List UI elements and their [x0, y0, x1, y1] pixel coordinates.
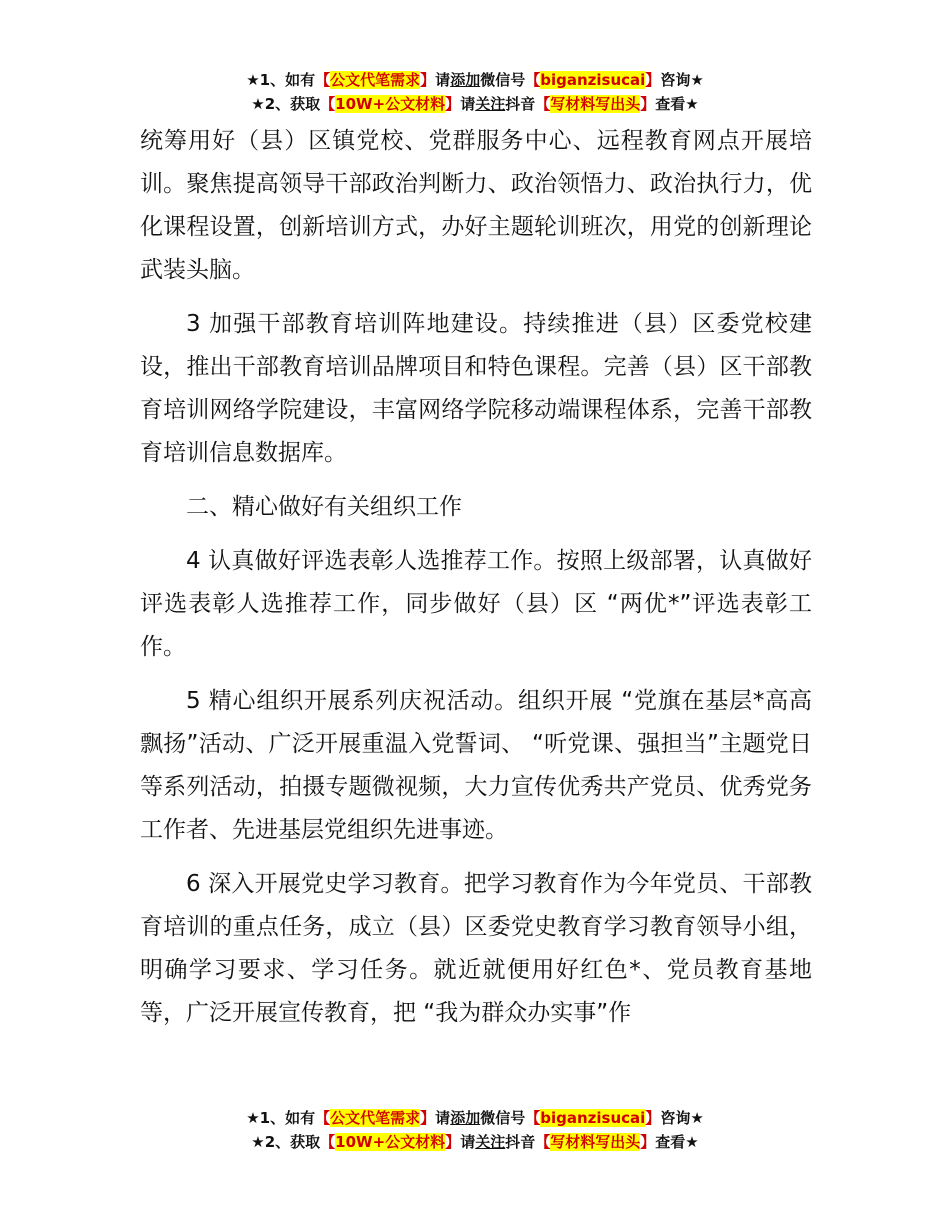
banner-text: 抖音	[505, 1133, 536, 1151]
bracket: 【	[315, 1109, 331, 1127]
footer-banner	[0, 1106, 950, 1154]
bracket: 】	[420, 71, 436, 89]
banner-text: ★2、获取	[251, 1133, 321, 1151]
highlight-douyin-account: 写材料写出头	[550, 95, 641, 113]
bracket: 】	[645, 1109, 661, 1127]
bracket: 】	[640, 95, 656, 113]
bracket: 【	[535, 1133, 551, 1151]
bracket: 【	[320, 1133, 336, 1151]
banner-text-underlined: 添加	[450, 71, 481, 89]
banner-line-1	[0, 68, 950, 92]
banner-text: 请	[435, 71, 451, 89]
banner-text: ★2、获取	[251, 95, 321, 113]
bracket: 】	[420, 1109, 436, 1127]
document-body	[140, 120, 812, 1046]
paragraph-item-6: 6 深入开展党史学习教育。把学习教育作为今年党员、干部教育培训的重点任务，成立（县）区委党史教育学习教育领导小组，明确学习要求、学习任务。就近就便用好红色*、党员教育基地等，广泛开展宣传教育，把 “我为群众办实事”作	[140, 871, 812, 1026]
bracket: 【	[320, 95, 336, 113]
bracket: 【	[315, 71, 331, 89]
banner-text: 咨询★	[660, 1109, 704, 1127]
highlight-douyin-account: 写材料写出头	[550, 1133, 641, 1151]
banner-line-2	[0, 92, 950, 116]
banner-text-underlined: 添加	[450, 1109, 481, 1127]
banner-text: 查看★	[655, 95, 699, 113]
section-heading-2: 二、精心做好有关组织工作	[186, 494, 462, 520]
banner-text: ★1、如有	[246, 1109, 316, 1127]
paragraph-continuation: 统筹用好（县）区镇党校、党群服务中心、远程教育网点开展培训。聚焦提高领导干部政治判断力、政治领悟力、政治执行力，优化课程设置，创新培训方式，办好主题轮训班次，用党的创新理论武装头脑。	[140, 128, 812, 283]
highlight-ghostwriting: 公文代笔需求	[330, 1109, 421, 1127]
banner-text: 请	[460, 1133, 476, 1151]
bracket: 【	[535, 95, 551, 113]
banner-text-underlined: 关注	[475, 1133, 506, 1151]
highlight-wechat-id: biganzisucai	[540, 1109, 646, 1127]
bracket: 】	[445, 95, 461, 113]
bracket: 】	[645, 71, 661, 89]
highlight-ghostwriting: 公文代笔需求	[330, 71, 421, 89]
banner-line-1	[0, 1106, 950, 1130]
banner-text-underlined: 关注	[475, 95, 506, 113]
highlight-materials: 10W+公文材料	[335, 95, 446, 113]
bracket: 】	[445, 1133, 461, 1151]
header-banner	[0, 68, 950, 116]
banner-text: 查看★	[655, 1133, 699, 1151]
highlight-materials: 10W+公文材料	[335, 1133, 446, 1151]
banner-text: 抖音	[505, 95, 536, 113]
bracket: 】	[640, 1133, 656, 1151]
banner-text: 微信号	[480, 71, 526, 89]
bracket: 【	[525, 1109, 541, 1127]
banner-text: 微信号	[480, 1109, 526, 1127]
banner-text: 请	[460, 95, 476, 113]
banner-text: 咨询★	[660, 71, 704, 89]
paragraph-item-4: 4 认真做好评选表彰人选推荐工作。按照上级部署，认真做好评选表彰人选推荐工作，同步做好（县）区 “两优*”评选表彰工作。	[140, 548, 812, 660]
paragraph-item-5: 5 精心组织开展系列庆祝活动。组织开展 “党旗在基层*高高飘扬”活动、广泛开展重温入党誓词、 “听党课、强担当”主题党日等系列活动，拍摄专题微视频，大力宣传优秀共产党员、优秀党务工作者、先进基层党组织先进事迹。	[140, 688, 812, 843]
bracket: 【	[525, 71, 541, 89]
banner-text: ★1、如有	[246, 71, 316, 89]
banner-line-2	[0, 1130, 950, 1154]
paragraph-item-3: 3 加强干部教育培训阵地建设。持续推进（县）区委党校建设，推出干部教育培训品牌项目和特色课程。完善（县）区干部教育培训网络学院建设，丰富网络学院移动端课程体系，完善干部教育培训信息数据库。	[140, 311, 812, 466]
highlight-wechat-id: biganzisucai	[540, 71, 646, 89]
banner-text: 请	[435, 1109, 451, 1127]
